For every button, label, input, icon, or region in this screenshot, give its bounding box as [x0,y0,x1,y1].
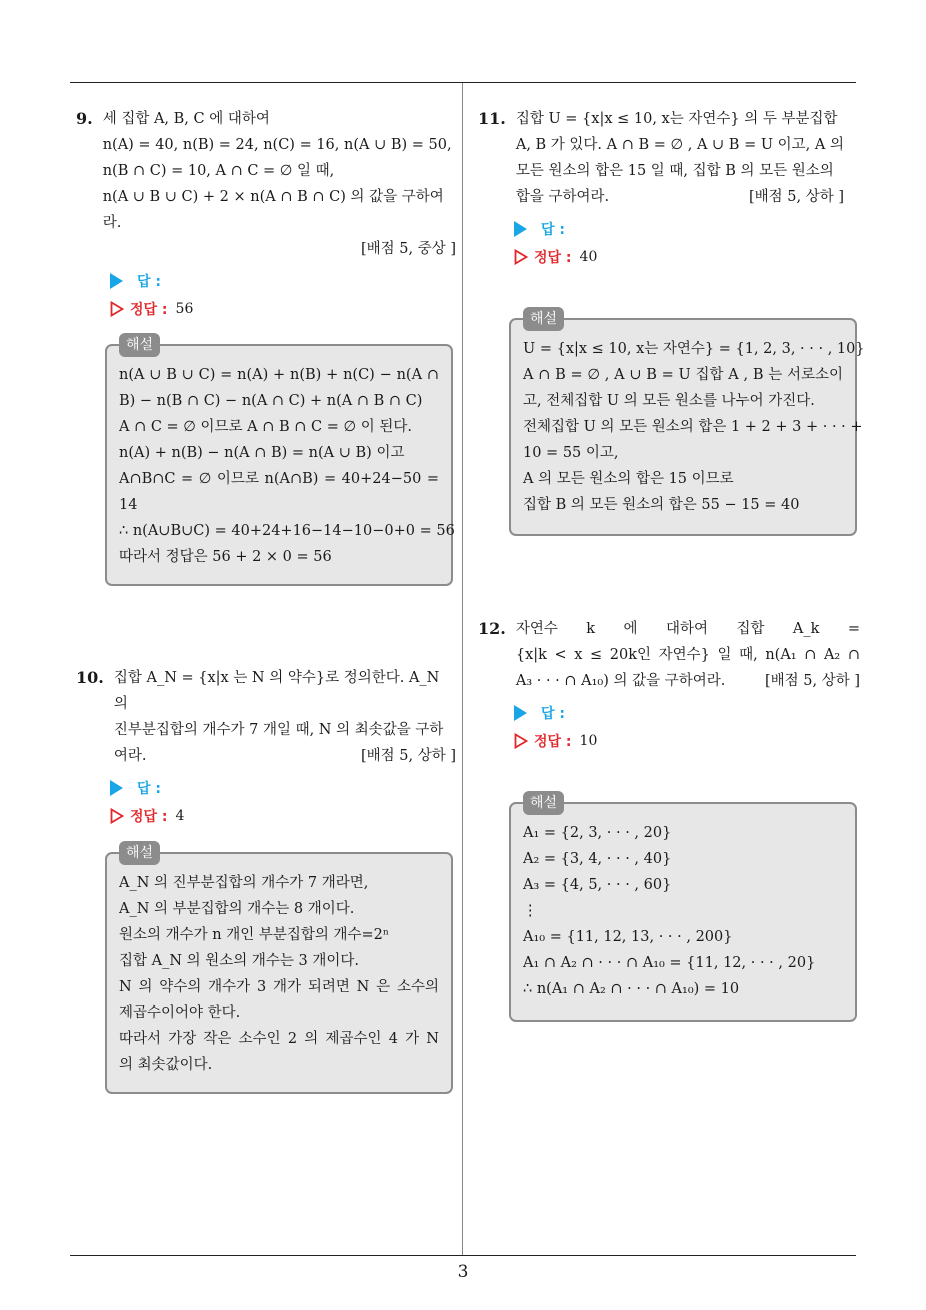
solution-line: 따라서 정답은 56 + 2 × 0 = 56 [119,549,332,565]
question-line-text: 합을 구하여라. [515,189,610,205]
solution-line: 원소의 개수가 n 개인 부분집합의 개수=2ⁿ [119,927,390,943]
solution-line: 10 = 55 이고, [523,445,619,461]
solution-line: B) − n(B ∩ C) − n(A ∩ C) + n(A ∩ B ∩ C) [119,393,423,409]
solution-line: A 의 모든 원소의 합은 15 이므로 [523,471,734,487]
solution-line: A₁ ∩ A₂ ∩ · · · ∩ A₁₀ = {11, 12, · · · , 20} [523,955,816,971]
solution-line: N 의 약수의 개수가 3 개가 되려면 N 은 소수의 [119,979,439,995]
solution-line: A₁ = {2, 3, · · · , 20} [523,825,672,841]
answer-row [514,700,860,726]
solution-line: 집합 A_N 의 원소의 개수는 3 개이다. [119,953,359,969]
solution-tag: 해설 [119,841,160,865]
answer-label: 답 : [137,781,161,797]
solution-line: 제곱수이어야 한다. [119,1005,241,1021]
solution-box-9 [105,337,455,586]
question-line: 모든 원소의 합은 15 일 때, 집합 B 의 모든 원소의 [515,163,834,179]
solution-line: A ∩ B = ∅ , A ∪ B = U 집합 A , B 는 서로소이 [523,367,843,383]
outline-triangle-icon [110,808,124,824]
question-line-text: A₃ · · · ∩ A₁₀) 의 값을 구하여라. [515,673,726,689]
score-label: [배점 5, 중상 ] [360,241,456,257]
page-number: 3 [457,1262,469,1282]
correct-answer-row [110,296,456,322]
problem-number: 11. [478,109,506,128]
problem-number: 9. [76,109,93,128]
problem-number: 12. [478,619,506,638]
solution-line: ∴ n(A∪B∪C) = 40+24+16−14−10−0+0 = 56 [119,523,455,539]
answer-label: 답 : [137,274,161,290]
solution-line: n(A) + n(B) − n(A ∩ B) = n(A ∪ B) 이고 [119,445,405,461]
solution-line: A₁₀ = {11, 12, 13, · · · , 200} [523,929,733,945]
solution-line: 따라서 가장 작은 소수인 2 의 제곱수인 4 가 N [119,1031,439,1047]
play-icon [110,780,123,796]
outline-triangle-icon [514,733,528,749]
column-divider [462,83,463,1255]
question-line: A, B 가 있다. A ∩ B = ∅ , A ∪ B = U 이고, A 의 [515,137,844,153]
score-label: [배점 5, 상하 ] [748,189,844,205]
solution-line: A_N 의 부분집합의 개수는 8 개이다. [119,901,355,917]
solution-line: A ∩ C = ∅ 이므로 A ∩ B ∩ C = ∅ 이 된다. [119,419,412,435]
answer-row [110,775,456,801]
play-icon [514,221,527,237]
solution-line: 집합 B 의 모든 원소의 합은 55 − 15 = 40 [523,497,800,513]
question-line: 집합 A_N = {x|x 는 N 의 약수}로 정의한다. A_N 의 [113,670,440,712]
question-line: 자연수 k 에 대하여 집합 A_k = [515,621,860,637]
solution-line: ⋮ [523,903,538,919]
correct-value: 4 [175,808,185,824]
solution-line: n(A ∪ B ∪ C) = n(A) + n(B) + n(C) − n(A ∩ [119,367,439,383]
solution-line: 전체집합 U 의 모든 원소의 합은 1 + 2 + 3 + · · · + [523,419,863,435]
correct-label: 정답 : [130,302,168,318]
solution-box-10 [105,845,453,1094]
question-line [114,743,456,769]
top-rule [70,82,856,83]
bottom-rule [70,1255,856,1256]
solution-line: ∴ n(A₁ ∩ A₂ ∩ · · · ∩ A₁₀) = 10 [523,981,740,997]
problem-12 [478,616,860,754]
question-line: n(B ∩ C) = 10, A ∩ C = ∅ 일 때, [102,163,335,179]
question-line-text: 여라. [113,748,147,764]
solution-line: 고, 전체집합 U 의 모든 원소를 나누어 가진다. [523,393,815,409]
solution-line: A₂ = {3, 4, · · · , 40} [523,851,672,867]
answer-label: 답 : [541,222,565,238]
solution-line: A_N 의 진부분집합의 개수가 7 개라면, [119,875,369,891]
problem-10 [76,665,456,829]
question-line [516,668,860,694]
question-line: 세 집합 A, B, C 에 대하여 [102,111,270,127]
question-line: {x|k < x ≤ 20k인 자연수} 일 때, n(A₁ ∩ A₂ ∩ [515,647,860,663]
score-label: [배점 5, 상하 ] [360,748,456,764]
question-line [516,184,844,210]
solution-line: 14 [119,497,138,513]
solution-box-11 [509,311,865,536]
answer-row [110,268,456,294]
solution-line: A₃ = {4, 5, · · · , 60} [523,877,672,893]
question-line: 집합 U = {x|x ≤ 10, x는 자연수} 의 두 부분집합 [515,111,838,127]
question-line: 진부분집합의 개수가 7 개일 때, N 의 최솟값을 구하 [113,722,444,738]
correct-value: 56 [175,301,194,317]
correct-label: 정답 : [130,809,168,825]
score-label: [배점 5, 상하 ] [764,673,860,689]
problem-9 [76,106,456,322]
correct-value: 40 [579,249,598,265]
outline-triangle-icon [110,301,124,317]
correct-label: 정답 : [534,250,572,266]
correct-value: 10 [579,733,598,749]
play-icon [514,705,527,721]
question-line: n(A ∪ B ∪ C) + 2 × n(A ∩ B ∩ C) 의 값을 구하여라. [102,189,444,231]
solution-tag: 해설 [523,307,564,331]
solution-tag: 해설 [119,333,160,357]
problem-11 [478,106,860,270]
problem-number: 10. [76,668,104,687]
answer-label: 답 : [541,706,565,722]
solution-tag: 해설 [523,791,564,815]
solution-line: U = {x|x ≤ 10, x는 자연수} = {1, 2, 3, · · · , 10} [523,341,865,357]
outline-triangle-icon [514,249,528,265]
solution-line: A∩B∩C = ∅ 이므로 n(A∩B) = 40+24−50 = [119,471,439,487]
question-line: n(A) = 40, n(B) = 24, n(C) = 16, n(A ∪ B) = 50, [102,137,452,153]
correct-answer-row [514,728,860,754]
solution-box-12 [509,795,857,1022]
correct-label: 정답 : [534,734,572,750]
answer-row [514,216,860,242]
correct-answer-row [110,803,456,829]
play-icon [110,273,123,289]
correct-answer-row [514,244,860,270]
solution-line: 의 최솟값이다. [119,1057,213,1073]
